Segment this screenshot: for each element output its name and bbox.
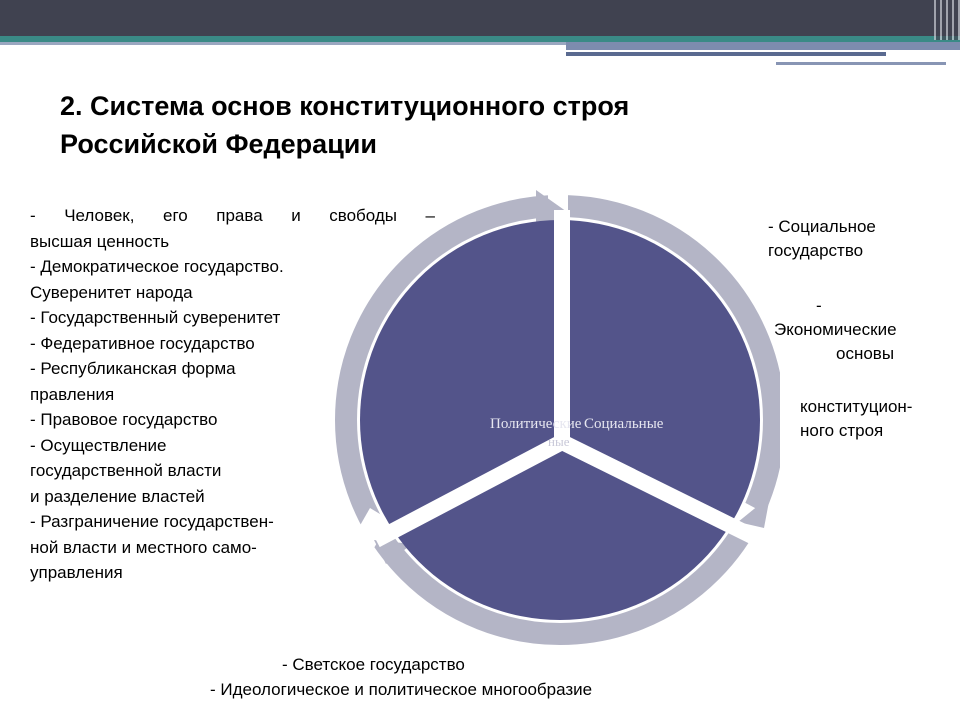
left-line: правления — [30, 384, 115, 404]
constitutional-line-1: конституцион- — [800, 397, 913, 416]
bottom-line-1: - Светское государство — [282, 655, 465, 674]
left-line: высшая ценность — [30, 231, 170, 251]
left-principles-list — [30, 203, 435, 586]
center-label-fragment: ные — [548, 434, 570, 449]
left-line: ной власти и местного само- — [30, 537, 257, 557]
center-label-political: Политические — [490, 416, 582, 432]
social-state-text — [768, 215, 876, 263]
title-line-2: Российской Федерации — [60, 129, 377, 159]
corner-decoration — [934, 0, 960, 40]
left-line: - Республиканская форма — [30, 359, 236, 378]
bottom-principles-list — [0, 652, 960, 702]
economic-basis-text — [768, 294, 948, 366]
constitutional-line-2: ного строя — [800, 421, 884, 440]
constitutional-order-text — [800, 395, 912, 443]
left-line: - Разграничение государствен- — [30, 512, 274, 531]
left-line: - Осуществление — [30, 435, 167, 455]
left-line: - Демократическое государство. — [30, 257, 284, 276]
bottom-line-2: - Идеологическое и политическое многообразие — [210, 680, 593, 699]
economic-line-2: основы — [836, 344, 895, 363]
header-stripe-right-lower — [566, 52, 886, 56]
header-bar — [0, 0, 960, 36]
left-line: государственной власти — [30, 461, 222, 480]
slide-title — [60, 87, 820, 163]
social-line-2: государство — [768, 241, 864, 260]
left-line: Суверенитет народа — [30, 282, 193, 302]
header-stripe-right — [566, 42, 960, 50]
header-stripe-thin — [0, 42, 566, 45]
center-label-social: Социальные — [584, 416, 664, 432]
left-line: и разделение властей — [30, 486, 205, 506]
header-stripe-right-bottom — [776, 62, 946, 65]
left-line: - Федеративное государство — [30, 333, 255, 353]
left-line: - Человек, его права и свободы – — [30, 206, 435, 225]
economic-line-1: Экономические — [774, 320, 897, 339]
social-line-1: - Социальное — [768, 217, 876, 236]
left-line: управления — [30, 563, 123, 582]
left-line: - Государственный суверенитет — [30, 308, 281, 327]
economic-dash: - — [816, 296, 822, 315]
left-line: - Правовое государство — [30, 410, 218, 429]
title-line-1: 2. Система основ конституционного строя — [60, 91, 630, 121]
